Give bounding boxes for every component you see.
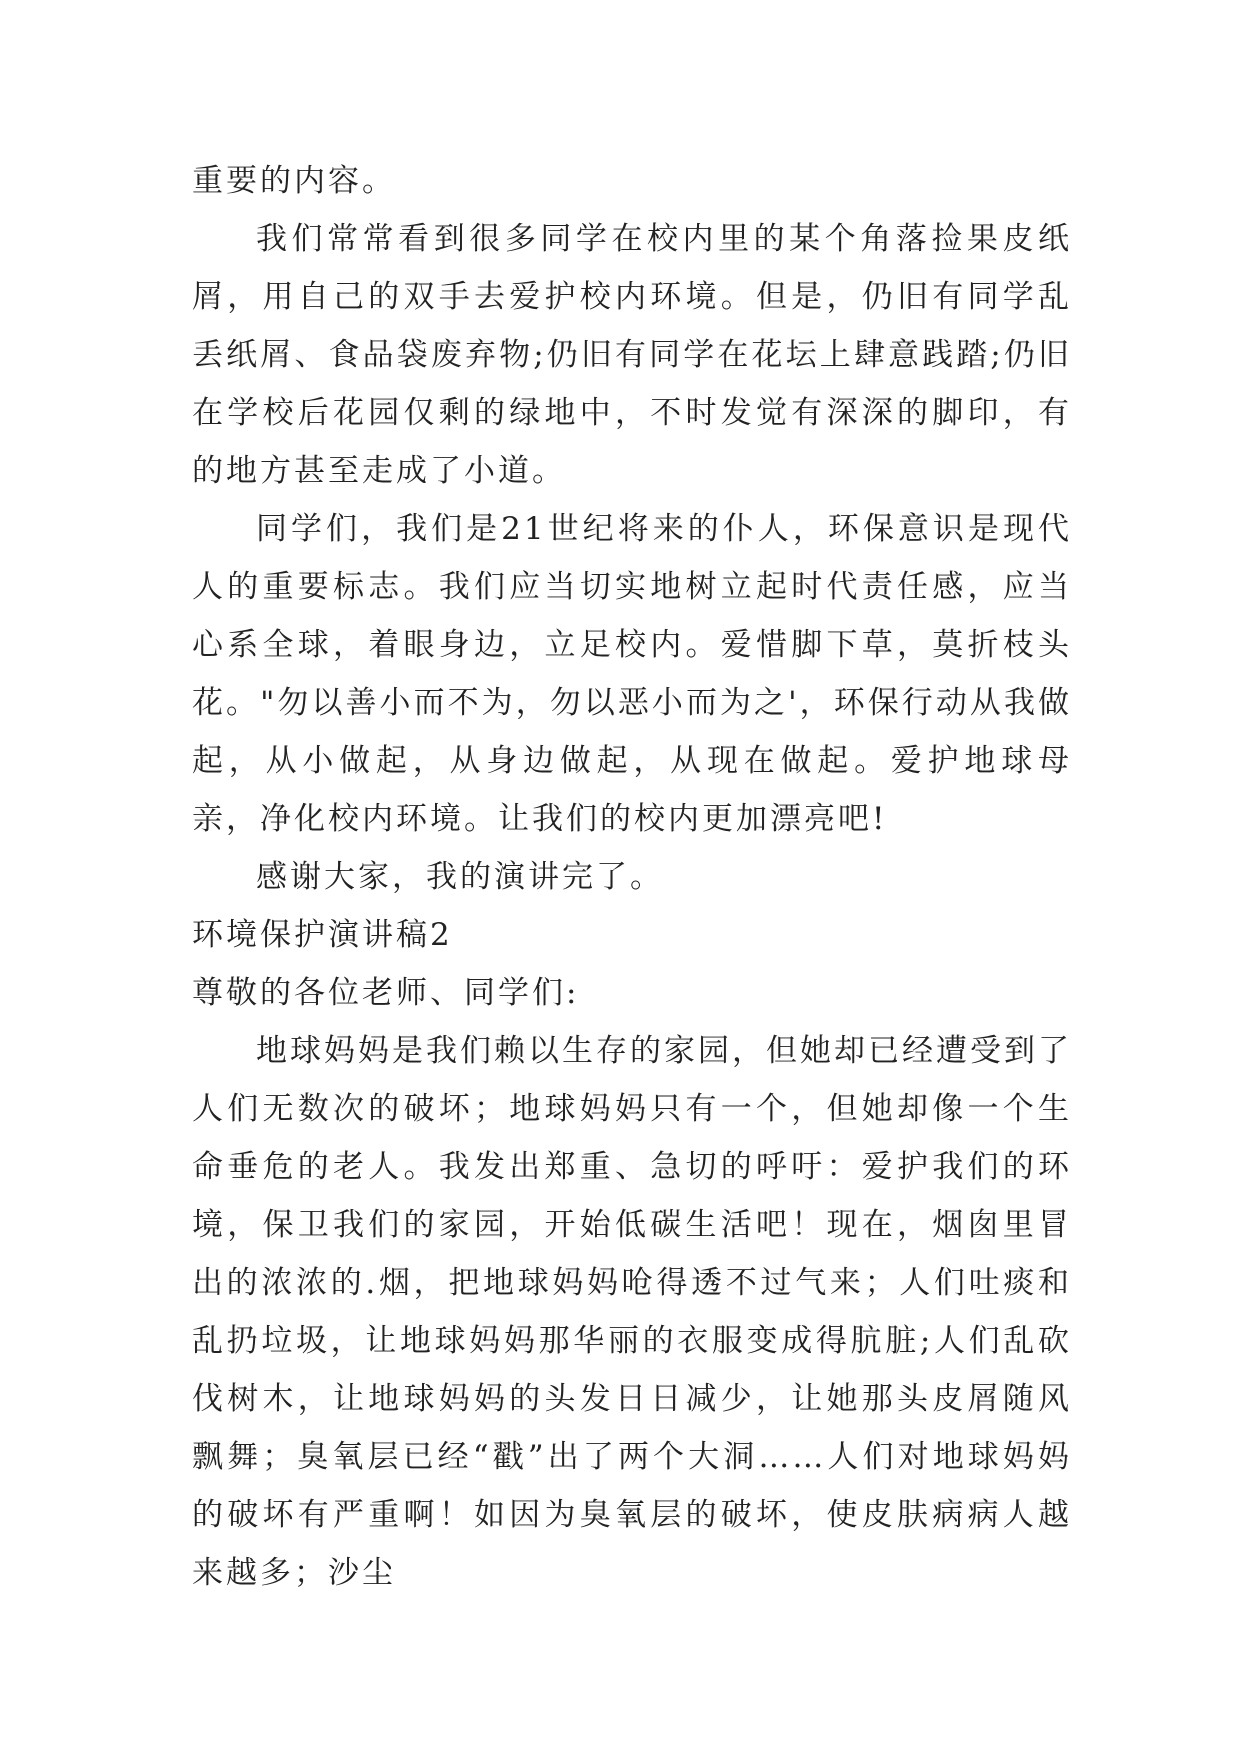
paragraph-thanks: 感谢大家，我的演讲完了。 [256, 859, 664, 895]
document-body [192, 152, 1072, 1602]
salutation: 尊敬的各位老师、同学们: [192, 975, 580, 1011]
paragraph-campus-litter: 我们常常看到很多同学在校内里的某个角落捡果皮纸屑，用自己的双手去爱护校内环境。但是，仍旧有同学乱丢纸屑、食品袋废弃物;仍旧有同学在花坛上肆意践踏;仍旧在学校后花园仅剩的绿地中，不时发觉有深深的脚印，有的地方甚至走成了小道。 [192, 221, 1072, 489]
section-title: 环境保护演讲稿2 [192, 917, 453, 953]
paragraph-earth-mother: 地球妈妈是我们赖以生存的家园，但她却已经遭受到了人们无数次的破坏；地球妈妈只有一个，但她却像一个生命垂危的老人。我发出郑重、急切的呼吁：爱护我们的环境，保卫我们的家园，开始低碳生活吧！现在，烟囱里冒出的浓浓的.烟，把地球妈妈呛得透不过气来；人们吐痰和乱扔垃圾，让地球妈妈那华丽的衣服变成得肮脏;人们乱砍伐树木，让地球妈妈的头发日日减少，让她那头皮屑随风飘舞；臭氧层已经“戳”出了两个大洞……人们对地球妈妈的破坏有严重啊！如因为臭氧层的破坏，使皮肤病病人越来越多；沙尘 [192, 1033, 1072, 1591]
paragraph-continuation: 重要的内容。 [192, 163, 396, 199]
paragraph-call-to-action: 同学们，我们是21世纪将来的仆人，环保意识是现代人的重要标志。我们应当切实地树立起时代责任感，应当心系全球，着眼身边，立足校内。爱惜脚下草，莫折枝头花。"勿以善小而不为，勿以恶小而为之'，环保行动从我做起，从小做起，从身边做起，从现在做起。爱护地球母亲，净化校内环境。让我们的校内更加漂亮吧! [192, 511, 1072, 837]
